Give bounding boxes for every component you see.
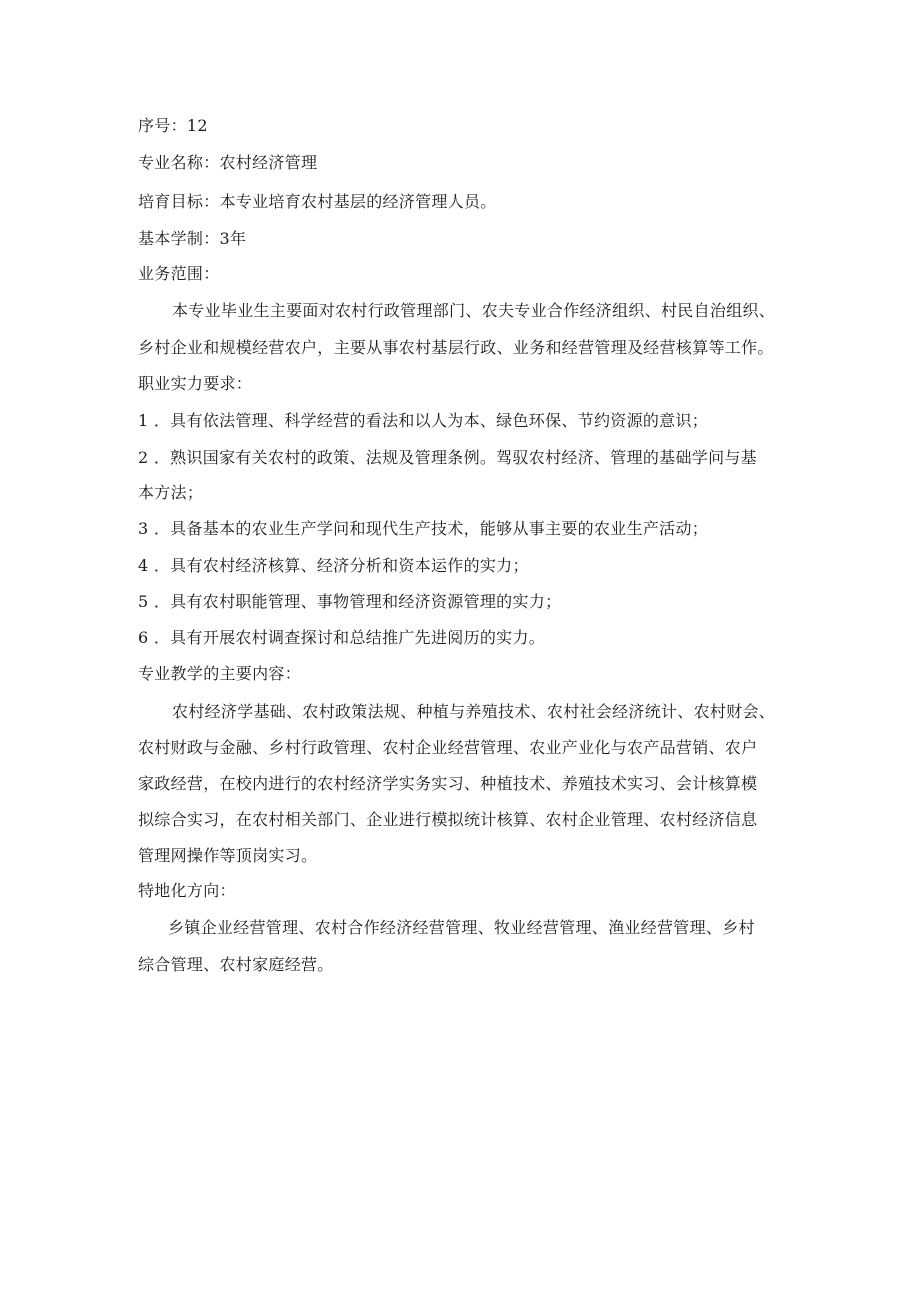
ability-item: 2 ．熟识国家有关农村的政策、法规及管理条例。驾驭农村经济、管理的基础学问与基 — [138, 448, 757, 467]
ability-item: 本方法； — [138, 483, 204, 502]
scope-heading: 业务范围： — [138, 264, 220, 283]
serial-number: 序号：12 — [138, 116, 208, 135]
study-duration: 基本学制：3年 — [138, 229, 247, 248]
ability-item: 6 ．具有开展农村调查探讨和总结推广先进阅历的实力。 — [138, 628, 546, 647]
scope-line: 本专业毕业生主要面对农村行政管理部门、农夫专业合作经济组织、村民自治组织、 — [172, 301, 776, 320]
teaching-line: 拟综合实习，在农村相关部门、企业进行模拟统计核算、农村企业管理、农村经济信息 — [138, 810, 758, 829]
direction-line: 综合管理、农村家庭经营。 — [138, 955, 334, 974]
teaching-line: 管理网操作等顶岗实习。 — [138, 846, 318, 865]
direction-line: 乡镇企业经营管理、农村合作经济经营管理、牧业经营管理、渔业经营管理、乡村 — [168, 918, 755, 937]
teaching-line: 家政经营，在校内进行的农村经济学实务实习、种植技术、养殖技术实习、会计核算模 — [138, 774, 758, 793]
teaching-line: 农村经济学基础、农村政策法规、种植与养殖技术、农村社会经济统计、农村财会、 — [172, 702, 776, 721]
teaching-line: 农村财政与金融、乡村行政管理、农村企业经营管理、农业产业化与农产品营销、农户 — [138, 738, 758, 757]
ability-item: 5 ．具有农村职能管理、事物管理和经济资源管理的实力； — [138, 592, 562, 611]
teaching-heading: 专业教学的主要内容： — [138, 664, 302, 683]
ability-item: 4 ．具有农村经济核算、经济分析和资本运作的实力； — [138, 556, 529, 575]
ability-heading: 职业实力要求： — [138, 374, 253, 393]
ability-item: 3 ．具备基本的农业生产学问和现代生产技术，能够从事主要的农业生产活动； — [138, 519, 709, 538]
ability-item: 1 ．具有依法管理、科学经营的看法和以人为本、绿色环保、节约资源的意识； — [138, 411, 709, 430]
training-goal: 培育目标：本专业培育农村基层的经济管理人员。 — [138, 192, 497, 211]
scope-line: 乡村企业和规模经营农户，主要从事农村基层行政、业务和经营管理及经营核算等工作。 — [138, 338, 774, 357]
major-name: 专业名称：农村经济管理 — [138, 153, 318, 172]
direction-heading: 特地化方向： — [138, 881, 236, 900]
